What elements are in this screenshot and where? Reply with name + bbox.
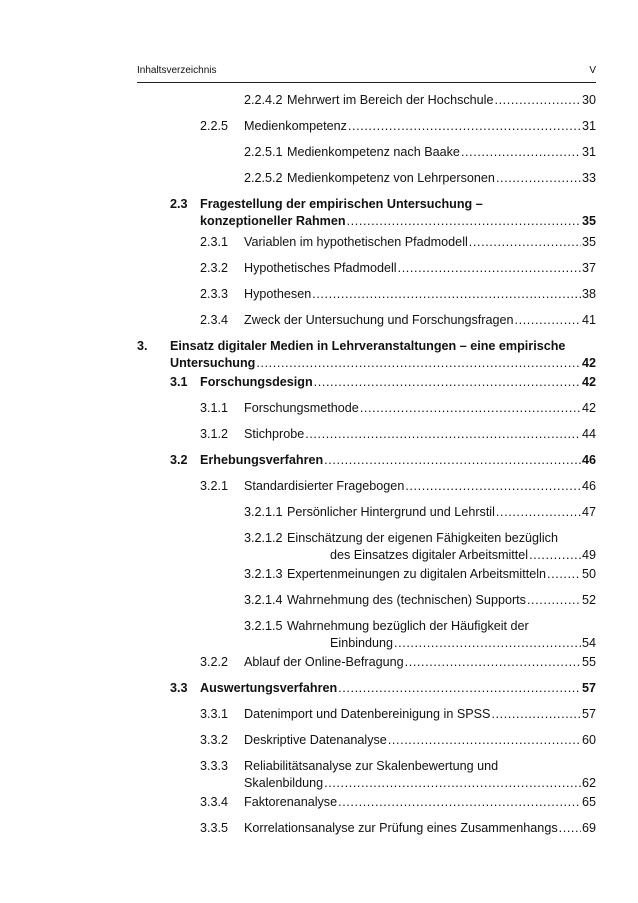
toc-entry-number: 2.2.4.2 (244, 93, 283, 107)
toc-entry-number: 2.2.5 (200, 119, 229, 133)
dot-leader (324, 452, 581, 469)
toc-entry[interactable] (244, 170, 596, 187)
toc-entry-page: 38 (581, 287, 596, 301)
dot-leader (469, 234, 581, 251)
toc-entry-number: 3.3 (170, 681, 188, 695)
dot-leader (496, 170, 581, 187)
toc-entry-number: 3.2.1.2 (244, 531, 283, 545)
toc-entry-number: 3.1.2 (200, 427, 229, 441)
dot-leader (347, 213, 581, 230)
toc-entry[interactable] (244, 530, 596, 564)
toc-entry[interactable] (137, 338, 596, 372)
toc-entry[interactable] (200, 312, 596, 329)
toc-entry-number: 2.2.5.2 (244, 171, 283, 185)
toc-entry-title: Auswertungsverfahren (200, 681, 338, 695)
toc-entry-number: 2.3.3 (200, 287, 229, 301)
toc-entry-page: 42 (581, 401, 596, 415)
toc-entry-title: Wahrnehmung des (technischen) Supports (287, 593, 526, 607)
toc-entry[interactable] (200, 758, 596, 792)
dot-leader (405, 478, 581, 495)
toc-entry-number: 3.3.1 (200, 707, 229, 721)
toc-entry-page: 69 (581, 821, 596, 835)
toc-entry[interactable] (200, 426, 596, 443)
dot-leader (398, 260, 581, 277)
toc-entry[interactable] (244, 92, 596, 109)
dot-leader (360, 400, 581, 417)
toc-entry-page: 62 (581, 776, 596, 790)
toc-entry-number: 3. (137, 339, 148, 353)
toc-entry[interactable] (244, 618, 596, 652)
toc-entry-page: 42 (581, 356, 596, 370)
toc-entry-title: Variablen im hypothetischen Pfadmodell (244, 235, 468, 249)
toc-entry[interactable] (200, 286, 596, 303)
toc-entry-title: Forschungsdesign (200, 375, 313, 389)
toc-entry-page: 49 (581, 548, 596, 562)
toc-entry-page: 55 (581, 655, 596, 669)
toc-entry[interactable] (200, 118, 596, 135)
toc-entry-number: 3.1.1 (200, 401, 229, 415)
toc-entry-page: 41 (581, 313, 596, 327)
toc-entry[interactable] (244, 504, 596, 521)
dot-leader (559, 820, 581, 837)
toc-entry-title: des Einsatzes digitaler Arbeitsmittel (330, 548, 529, 562)
toc-entry-page: 46 (581, 453, 596, 467)
toc-entry-title: Expertenmeinungen zu digitalen Arbeitsmitteln (287, 567, 547, 581)
dot-leader (324, 775, 581, 792)
toc-entry-title: Mehrwert im Bereich der Hochschule (287, 93, 494, 107)
dot-leader (314, 374, 581, 391)
toc-entry-number: 3.2.2 (200, 655, 229, 669)
toc-entry[interactable] (244, 592, 596, 609)
dot-leader (529, 547, 581, 564)
toc-entry-title: Stichprobe (244, 427, 305, 441)
toc-entry[interactable] (200, 234, 596, 251)
toc-entry-number: 3.3.2 (200, 733, 229, 747)
toc-entry-page: 65 (581, 795, 596, 809)
toc-entry[interactable] (170, 196, 596, 230)
toc-entry-title: Skalenbildung (244, 776, 324, 790)
toc-entry-title: konzeptioneller Rahmen (200, 214, 346, 228)
dot-leader (515, 312, 581, 329)
dot-leader (394, 635, 581, 652)
toc-entry-number: 3.3.3 (200, 759, 229, 773)
dot-leader (338, 794, 581, 811)
toc-entry-title: Untersuchung (170, 356, 256, 370)
toc-entry-page: 30 (581, 93, 596, 107)
toc-entry-page: 42 (581, 375, 596, 389)
toc-entry[interactable] (170, 374, 596, 391)
dot-leader (496, 504, 581, 521)
toc-entry-title: Datenimport und Datenbereinigung in SPSS (244, 707, 491, 721)
dot-leader (305, 426, 581, 443)
dot-leader (547, 566, 581, 583)
toc-entry[interactable] (244, 566, 596, 583)
toc-entry-title: Zweck der Untersuchung und Forschungsfragen (244, 313, 514, 327)
toc-entry-page: 60 (581, 733, 596, 747)
toc-entry-title: Einbindung (330, 636, 394, 650)
toc-entry-title: Einsatz digitaler Medien in Lehrveranstaltungen – eine empirische (170, 339, 566, 353)
toc-entry[interactable] (200, 706, 596, 723)
toc-entry-title: Korrelationsanalyse zur Prüfung eines Zusammenhangs (244, 821, 558, 835)
toc-entry-title: Medienkompetenz von Lehrpersonen (287, 171, 495, 185)
toc-entry-title: Fragestellung der empirischen Untersuchung – (200, 197, 483, 211)
toc-entry-number: 3.1 (170, 375, 188, 389)
toc-entry-page: 54 (581, 636, 596, 650)
toc-entry-page: 57 (581, 681, 596, 695)
toc-entry-title: Medienkompetenz (244, 119, 347, 133)
toc-entry-title: Wahrnehmung bezüglich der Häufigkeit der (287, 619, 529, 633)
toc-entry-title: Deskriptive Datenanalyse (244, 733, 387, 747)
toc-entry-number: 3.2.1.5 (244, 619, 283, 633)
toc-entry-number: 3.2.1 (200, 479, 229, 493)
toc-entry[interactable] (200, 820, 596, 837)
toc-entry-number: 2.3.2 (200, 261, 229, 275)
dot-leader (256, 355, 581, 372)
dot-leader (461, 144, 581, 161)
toc-entry-page: 37 (581, 261, 596, 275)
dot-leader (405, 654, 581, 671)
page-number-roman: V (589, 65, 596, 76)
toc-entry-page: 46 (581, 479, 596, 493)
toc-entry-page: 57 (581, 707, 596, 721)
dot-leader (338, 680, 581, 697)
dot-leader (491, 706, 581, 723)
toc-entry[interactable] (170, 680, 596, 697)
toc-entry-title: Medienkompetenz nach Baake (287, 145, 460, 159)
toc-entry[interactable] (200, 732, 596, 749)
toc-entry[interactable] (200, 794, 596, 811)
toc-entry[interactable] (170, 452, 596, 469)
toc-entry-title: Standardisierter Fragebogen (244, 479, 405, 493)
toc-entry[interactable] (200, 654, 596, 671)
toc-entry-number: 3.2.1.1 (244, 505, 283, 519)
toc-entry-title: Erhebungsverfahren (200, 453, 324, 467)
toc-entry-number: 2.3.4 (200, 313, 229, 327)
dot-leader (388, 732, 581, 749)
toc-entry[interactable] (200, 260, 596, 277)
toc-entry-page: 31 (581, 145, 596, 159)
dot-leader (312, 286, 581, 303)
toc-entry-page: 44 (581, 427, 596, 441)
toc-entry-title: Hypothetisches Pfadmodell (244, 261, 397, 275)
toc-entry-page: 35 (581, 214, 596, 228)
toc-entry-page: 35 (581, 235, 596, 249)
toc-entry-number: 2.2.5.1 (244, 145, 283, 159)
toc-entry-number: 2.3.1 (200, 235, 229, 249)
dot-leader (348, 118, 581, 135)
toc-entry[interactable] (200, 400, 596, 417)
toc-entry-number: 3.2.1.3 (244, 567, 283, 581)
toc-entry-title: Forschungsmethode (244, 401, 359, 415)
toc-entry-number: 3.3.4 (200, 795, 229, 809)
dot-leader (494, 92, 581, 109)
toc-entry-title: Persönlicher Hintergrund und Lehrstil (287, 505, 495, 519)
toc-entry-page: 50 (581, 567, 596, 581)
toc-entry-number: 3.3.5 (200, 821, 229, 835)
dot-leader (527, 592, 581, 609)
running-title: Inhaltsverzeichnis (137, 65, 217, 76)
toc-entry-number: 3.2.1.4 (244, 593, 283, 607)
toc-entry[interactable] (200, 478, 596, 495)
page-header (137, 64, 596, 83)
toc-entry-page: 47 (581, 505, 596, 519)
toc-entry-title: Einschätzung der eigenen Fähigkeiten bezüglich (287, 531, 558, 545)
toc-entry-page: 31 (581, 119, 596, 133)
toc-entry-title: Hypothesen (244, 287, 312, 301)
toc-entry-number: 2.3 (170, 197, 188, 211)
toc-entry-title: Reliabilitätsanalyse zur Skalenbewertung und (244, 759, 499, 773)
toc-entry-page: 52 (581, 593, 596, 607)
toc-entry-title: Ablauf der Online-Befragung (244, 655, 404, 669)
toc-entry-title: Faktorenanalyse (244, 795, 338, 809)
toc-entry-page: 33 (581, 171, 596, 185)
toc-entry[interactable] (244, 144, 596, 161)
toc-entry-number: 3.2 (170, 453, 188, 467)
